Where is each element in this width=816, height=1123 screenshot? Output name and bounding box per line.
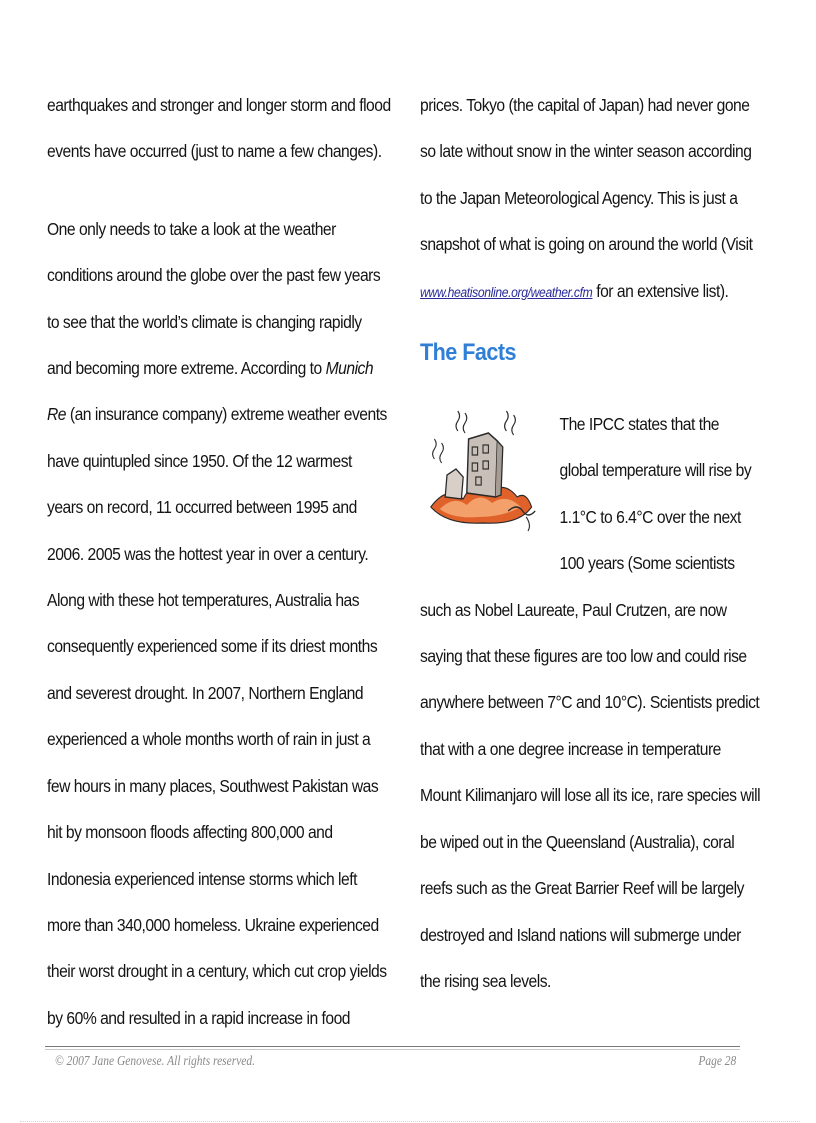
- text-line: more than 340,000 homeless. Ukraine experienced: [47, 914, 379, 935]
- text-line: so late without snow in the winter season according: [420, 141, 752, 162]
- text-line: years on record, 11 occurred between 1995 and: [47, 497, 357, 518]
- text-line: few hours in many places, Southwest Pakistan was: [47, 775, 379, 796]
- text-line: experienced a whole months worth of rain in just a: [47, 729, 371, 750]
- text-line: consequently experienced some if its driest months: [47, 636, 378, 657]
- italic-term-munich: Munich: [325, 358, 374, 379]
- text-line: to the Japan Meteorological Agency. This is just a: [420, 187, 738, 208]
- text-line: hit by monsoon floods affecting 800,000 and: [47, 822, 333, 843]
- text-line: [420, 268, 744, 316]
- footer-copyright: © 2007 Jane Genovese. All rights reserved.: [55, 1054, 256, 1069]
- paragraph-gap: [47, 175, 371, 206]
- text-line: by 60% and resulted in a rapid increase in food: [47, 1007, 351, 1028]
- text-line: conditions around the globe over the past few years: [47, 265, 381, 286]
- italic-term-re: Re: [47, 404, 67, 425]
- weather-list-link[interactable]: www.heatisonline.org/weather.cfm: [420, 284, 593, 300]
- text-line: 2006. 2005 was the hottest year in over a century.: [47, 543, 369, 564]
- facts-section: [420, 401, 761, 1004]
- footer-page-number: Page 28: [698, 1054, 736, 1069]
- section-heading: The Facts: [420, 339, 516, 367]
- text-line: destroyed and Island nations will submerge under: [420, 924, 741, 945]
- text-line: that with a one degree increase in temperature: [420, 738, 721, 759]
- text-line: Mount Kilimanjaro will lose all its ice, rare species will: [420, 785, 761, 806]
- text-line: [47, 391, 387, 437]
- text-line: Along with these hot temperatures, Australia has: [47, 590, 360, 611]
- footer-divider: [45, 1046, 740, 1047]
- text-line: [47, 345, 374, 391]
- text-line: anywhere between 7°C and 10°C). Scientists predict: [420, 692, 760, 713]
- text-line: the rising sea levels.: [420, 970, 551, 991]
- text-run: and becoming more extreme. According to: [47, 358, 326, 379]
- text-line: One only needs to take a look at the weather: [47, 218, 336, 239]
- left-column: [47, 82, 391, 1041]
- text-line: 1.1°C to 6.4°C over the next: [559, 506, 741, 527]
- text-line: and severest drought. In 2007, Northern England: [47, 682, 364, 703]
- burning-building-illustration-icon: [420, 407, 546, 537]
- footer-divider-shadow: [45, 1049, 740, 1050]
- text-line: saying that these figures are too low and could rise: [420, 646, 747, 667]
- text-line: earthquakes and stronger and longer storm and flood: [47, 95, 391, 115]
- text-line: be wiped out in the Queensland (Australia), coral: [420, 831, 735, 852]
- text-line: The IPCC states that the: [559, 414, 720, 435]
- text-line: Indonesia experienced intense storms which left: [47, 868, 357, 889]
- text-line: have quintupled since 1950. Of the 12 warmest: [47, 450, 352, 471]
- text-line: snapshot of what is going on around the world (Visit: [420, 234, 753, 255]
- right-column: [420, 82, 761, 1004]
- page-edge-divider: [20, 1121, 800, 1122]
- text-line: events have occurred (just to name a few changes).: [47, 141, 382, 162]
- text-line: their worst drought in a century, which cut crop yields: [47, 961, 387, 982]
- text-run: for an extensive list).: [592, 280, 729, 301]
- text-line: prices. Tokyo (the capital of Japan) had never gone: [420, 95, 750, 115]
- text-line: global temperature will rise by: [559, 460, 752, 481]
- text-line: reefs such as the Great Barrier Reef will be largely: [420, 878, 744, 899]
- text-line: 100 years (Some scientists: [559, 553, 735, 574]
- text-line: such as Nobel Laureate, Paul Crutzen, are now: [420, 599, 727, 620]
- text-line: to see that the world’s climate is changing rapidly: [47, 311, 362, 332]
- text-run: (an insurance company) extreme weather events: [66, 404, 387, 425]
